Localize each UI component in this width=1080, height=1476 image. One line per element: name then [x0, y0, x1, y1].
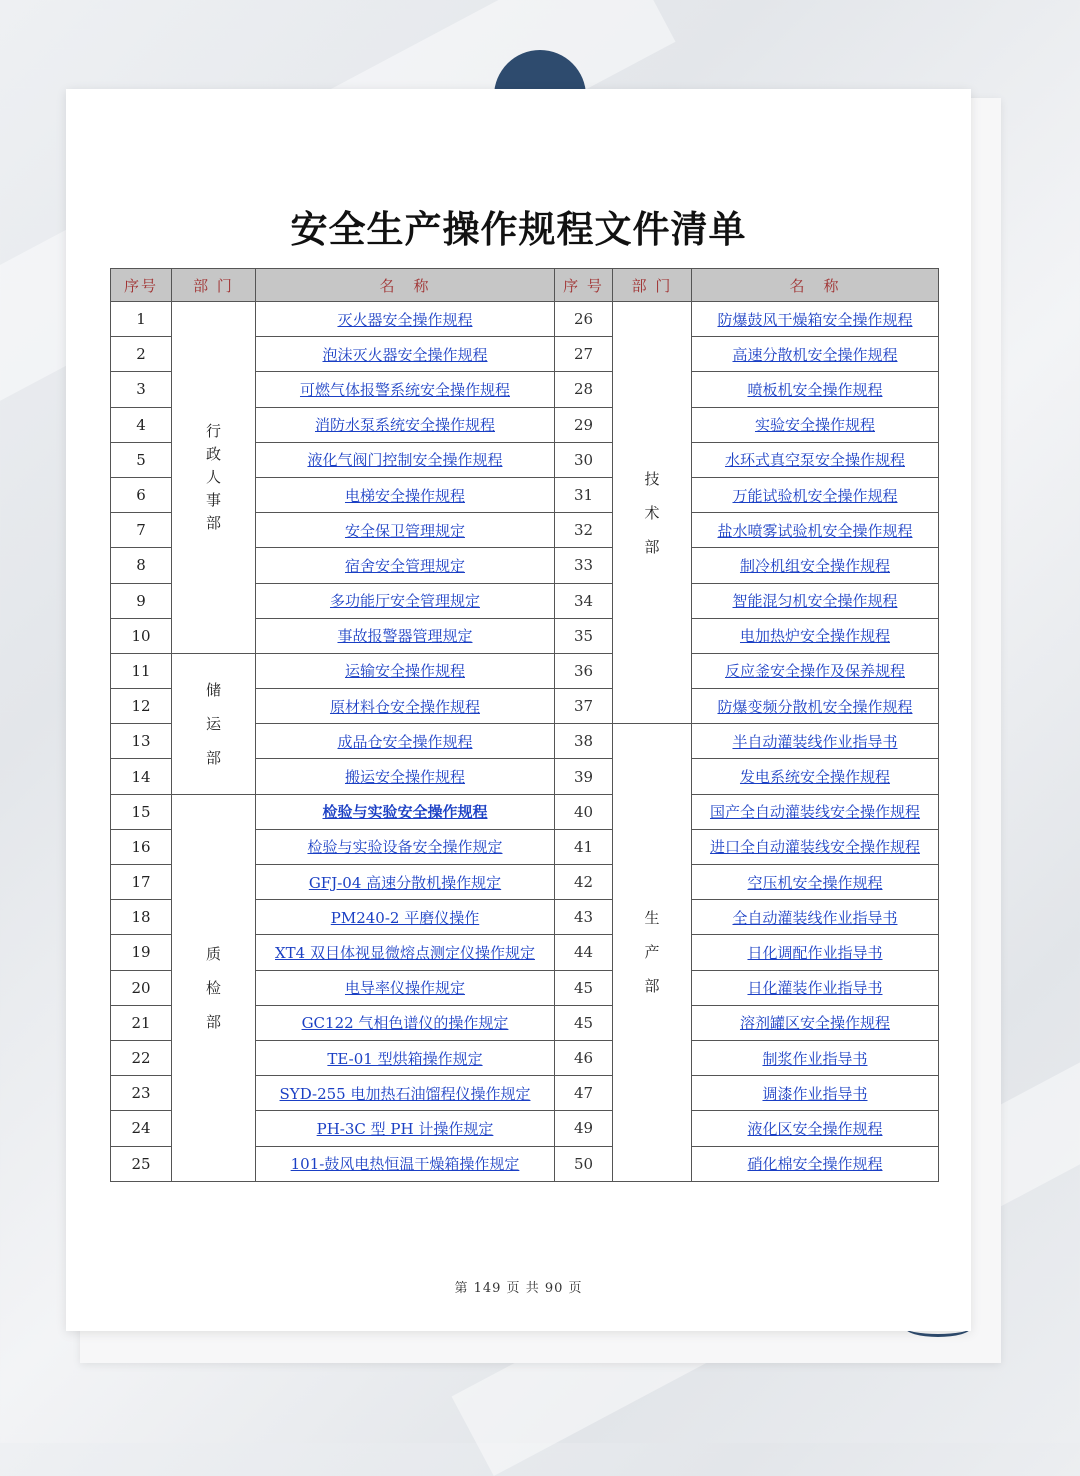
doc-name-cell	[256, 865, 555, 900]
doc-name-cell-right	[692, 583, 939, 618]
doc-link[interactable]: GC122 气相色谱仪的操作规定	[301, 1014, 509, 1033]
header-no: 序号	[111, 269, 172, 302]
doc-name-cell	[256, 794, 555, 829]
row-number: 8	[111, 548, 172, 583]
row-number-right: 33	[555, 548, 613, 583]
doc-link[interactable]: 宿舍安全管理规定	[344, 556, 465, 575]
row-number: 2	[111, 337, 172, 372]
doc-link[interactable]: PM240-2 平磨仪操作	[330, 908, 480, 927]
doc-link[interactable]: 制冷机组安全操作规程	[739, 556, 890, 575]
procedure-list-table	[110, 268, 939, 1182]
row-number-right: 28	[555, 372, 613, 407]
doc-link[interactable]: 多功能厅安全管理规定	[329, 592, 480, 611]
doc-link[interactable]: 防爆鼓风干燥箱安全操作规程	[717, 310, 913, 329]
doc-link[interactable]: PH-3C 型 PH 计操作规定	[316, 1119, 494, 1138]
doc-link[interactable]: 国产全自动灌装线安全操作规程	[709, 803, 920, 822]
dept-char: 部	[644, 977, 660, 996]
left-dept-cell	[172, 302, 256, 654]
doc-link[interactable]: 溶剂罐区安全操作规程	[739, 1014, 890, 1033]
dept-char: 部	[205, 1012, 221, 1031]
doc-name-cell	[256, 1005, 555, 1040]
dept-char: 术	[644, 503, 660, 522]
doc-name-cell-right	[692, 935, 939, 970]
table-body	[111, 302, 939, 1182]
doc-name-cell-right	[692, 548, 939, 583]
dept-char: 政	[205, 444, 221, 463]
left-dept-cell	[172, 794, 256, 1181]
row-number-right: 39	[555, 759, 613, 794]
table-row	[111, 302, 939, 337]
doc-name-cell	[256, 1040, 555, 1075]
doc-name-cell	[256, 689, 555, 724]
doc-link[interactable]: 日化灌装作业指导书	[747, 979, 883, 998]
doc-name-cell	[256, 548, 555, 583]
doc-name-cell-right	[692, 1040, 939, 1075]
doc-link[interactable]: 泡沫灭火器安全操作规程	[322, 345, 488, 364]
header-dept: 部 门	[172, 269, 256, 302]
row-number-right: 50	[555, 1146, 613, 1181]
doc-link[interactable]: 液化区安全操作规程	[747, 1119, 883, 1138]
doc-link[interactable]: TE-01 型烘箱操作规定	[327, 1049, 483, 1068]
left-dept-label	[206, 937, 221, 1039]
dept-char: 事	[205, 490, 221, 509]
doc-link[interactable]: 检验与实验安全操作规程	[322, 803, 488, 822]
doc-link[interactable]: 电加热炉安全操作规程	[739, 627, 890, 646]
row-number: 21	[111, 1005, 172, 1040]
doc-link[interactable]: 防爆变频分散机安全操作规程	[717, 697, 913, 716]
right-dept-label	[644, 901, 659, 1003]
doc-link[interactable]: 调漆作业指导书	[762, 1084, 868, 1103]
dept-char: 人	[205, 467, 221, 486]
doc-link[interactable]: 盐水喷雾试验机安全操作规程	[717, 521, 913, 540]
row-number-right: 44	[555, 935, 613, 970]
row-number-right: 45	[555, 1005, 613, 1040]
left-dept-label	[206, 673, 221, 775]
dept-char: 行	[205, 421, 221, 440]
row-number-right: 34	[555, 583, 613, 618]
table-row	[111, 794, 939, 829]
doc-name-cell	[256, 829, 555, 864]
header-name: 名 称	[256, 269, 555, 302]
row-number: 22	[111, 1040, 172, 1075]
document-page	[66, 89, 971, 1331]
doc-name-cell-right	[692, 407, 939, 442]
doc-link[interactable]: 反应釜安全操作及保养规程	[724, 662, 905, 681]
doc-link[interactable]: 101-鼓风电热恒温干燥箱操作规定	[290, 1155, 520, 1174]
doc-link[interactable]: 高速分散机安全操作规程	[732, 345, 898, 364]
doc-name-cell	[256, 618, 555, 653]
doc-link[interactable]: 硝化棉安全操作规程	[747, 1155, 883, 1174]
row-number: 16	[111, 829, 172, 864]
row-number: 1	[111, 302, 172, 337]
dept-char: 部	[644, 537, 660, 556]
left-dept-label	[206, 420, 221, 535]
row-number: 3	[111, 372, 172, 407]
doc-name-cell	[256, 513, 555, 548]
doc-link[interactable]: 检验与实验设备安全操作规定	[307, 838, 503, 857]
row-number-right: 45	[555, 970, 613, 1005]
row-number: 19	[111, 935, 172, 970]
doc-name-cell	[256, 407, 555, 442]
row-number: 5	[111, 442, 172, 477]
doc-link[interactable]: 灭火器安全操作规程	[337, 310, 473, 329]
row-number-right: 35	[555, 618, 613, 653]
dept-char: 产	[644, 943, 660, 962]
doc-name-cell-right	[692, 337, 939, 372]
doc-name-cell-right	[692, 372, 939, 407]
doc-name-cell-right	[692, 900, 939, 935]
dept-char: 生	[644, 909, 660, 928]
row-number: 18	[111, 900, 172, 935]
doc-link[interactable]: 水环式真空泵安全操作规程	[724, 451, 905, 470]
doc-name-cell	[256, 442, 555, 477]
dept-char: 运	[205, 714, 221, 733]
row-number: 14	[111, 759, 172, 794]
doc-link[interactable]: 运输安全操作规程	[344, 662, 465, 681]
doc-link[interactable]: 智能混匀机安全操作规程	[732, 592, 898, 611]
dept-char: 检	[205, 978, 221, 997]
row-number: 11	[111, 653, 172, 688]
doc-name-cell-right	[692, 865, 939, 900]
doc-name-cell-right	[692, 794, 939, 829]
doc-name-cell	[256, 477, 555, 512]
doc-name-cell-right	[692, 1146, 939, 1181]
table-row	[111, 653, 939, 688]
doc-link[interactable]: 事故报警器管理规定	[337, 627, 473, 646]
table-header-row	[111, 269, 939, 302]
row-number: 20	[111, 970, 172, 1005]
row-number-right: 47	[555, 1076, 613, 1111]
row-number-right: 27	[555, 337, 613, 372]
doc-name-cell-right	[692, 970, 939, 1005]
row-number: 13	[111, 724, 172, 759]
doc-link[interactable]: 喷板机安全操作规程	[747, 380, 883, 399]
doc-name-cell	[256, 724, 555, 759]
header-no-right: 序 号	[555, 269, 613, 302]
dept-char: 技	[644, 469, 660, 488]
doc-name-cell-right	[692, 689, 939, 724]
left-dept-cell	[172, 653, 256, 794]
row-number-right: 42	[555, 865, 613, 900]
header-name-right: 名 称	[692, 269, 939, 302]
row-number-right: 31	[555, 477, 613, 512]
doc-link[interactable]: 可燃气体报警系统安全操作规程	[299, 380, 510, 399]
doc-link[interactable]: XT4 双目体视显微熔点测定仪操作规定	[275, 943, 535, 962]
dept-char: 储	[205, 680, 221, 699]
doc-link[interactable]: 液化气阀门控制安全操作规程	[307, 451, 503, 470]
page-footer: 第 149 页 共 90 页	[454, 1281, 583, 1296]
doc-name-cell	[256, 653, 555, 688]
doc-name-cell	[256, 1111, 555, 1146]
row-number: 10	[111, 618, 172, 653]
dept-char: 质	[205, 944, 221, 963]
document-title: 安全生产操作规程文件清单	[290, 208, 747, 251]
row-number-right: 43	[555, 900, 613, 935]
doc-link[interactable]: 实验安全操作规程	[754, 416, 875, 435]
doc-name-cell-right	[692, 759, 939, 794]
row-number-right: 32	[555, 513, 613, 548]
row-number: 7	[111, 513, 172, 548]
row-number-right: 37	[555, 689, 613, 724]
row-number-right: 41	[555, 829, 613, 864]
row-number: 9	[111, 583, 172, 618]
doc-link[interactable]: 全自动灌装线作业指导书	[732, 908, 898, 927]
doc-name-cell-right	[692, 302, 939, 337]
doc-name-cell	[256, 302, 555, 337]
doc-link[interactable]: GFJ-04 高速分散机操作规定	[308, 873, 502, 892]
doc-name-cell	[256, 970, 555, 1005]
row-number-right: 36	[555, 653, 613, 688]
doc-name-cell	[256, 583, 555, 618]
doc-name-cell	[256, 1076, 555, 1111]
row-number: 6	[111, 477, 172, 512]
doc-link[interactable]: 原材料仓安全操作规程	[329, 697, 480, 716]
doc-link[interactable]: 安全保卫管理规定	[344, 521, 465, 540]
doc-name-cell	[256, 900, 555, 935]
row-number-right: 30	[555, 442, 613, 477]
doc-link[interactable]: 空压机安全操作规程	[747, 873, 883, 892]
row-number-right: 46	[555, 1040, 613, 1075]
header-dept-right: 部 门	[613, 269, 692, 302]
doc-name-cell-right	[692, 653, 939, 688]
row-number: 17	[111, 865, 172, 900]
doc-name-cell-right	[692, 1005, 939, 1040]
row-number: 25	[111, 1146, 172, 1181]
doc-name-cell	[256, 1146, 555, 1181]
doc-link[interactable]: 消防水泵系统安全操作规程	[314, 416, 495, 435]
doc-name-cell	[256, 759, 555, 794]
doc-link[interactable]: 发电系统安全操作规程	[739, 768, 890, 787]
doc-link[interactable]: 半自动灌装线作业指导书	[732, 732, 898, 751]
doc-name-cell-right	[692, 1111, 939, 1146]
row-number-right: 29	[555, 407, 613, 442]
doc-name-cell	[256, 372, 555, 407]
right-dept-cell	[613, 302, 692, 724]
doc-name-cell	[256, 337, 555, 372]
doc-name-cell-right	[692, 618, 939, 653]
doc-name-cell-right	[692, 724, 939, 759]
doc-link[interactable]: 电梯安全操作规程	[344, 486, 465, 505]
doc-link[interactable]: 制浆作业指导书	[762, 1049, 868, 1068]
dept-char: 部	[205, 513, 221, 532]
doc-name-cell-right	[692, 477, 939, 512]
doc-name-cell-right	[692, 829, 939, 864]
doc-name-cell-right	[692, 442, 939, 477]
doc-link[interactable]: 万能试验机安全操作规程	[732, 486, 898, 505]
doc-name-cell-right	[692, 513, 939, 548]
row-number-right: 38	[555, 724, 613, 759]
right-dept-label	[644, 462, 659, 564]
row-number: 24	[111, 1111, 172, 1146]
doc-link[interactable]: 搬运安全操作规程	[344, 768, 465, 787]
row-number-right: 26	[555, 302, 613, 337]
doc-name-cell	[256, 935, 555, 970]
row-number: 12	[111, 689, 172, 724]
right-dept-cell	[613, 724, 692, 1181]
row-number: 15	[111, 794, 172, 829]
doc-link[interactable]: 日化调配作业指导书	[747, 943, 883, 962]
row-number: 23	[111, 1076, 172, 1111]
row-number-right: 49	[555, 1111, 613, 1146]
doc-link[interactable]: SYD-255 电加热石油馏程仪操作规定	[279, 1084, 531, 1103]
dept-char: 部	[205, 748, 221, 767]
row-number: 4	[111, 407, 172, 442]
doc-link[interactable]: 成品仓安全操作规程	[337, 732, 473, 751]
row-number-right: 40	[555, 794, 613, 829]
doc-link[interactable]: 电导率仪操作规定	[344, 979, 465, 998]
doc-link[interactable]: 进口全自动灌装线安全操作规程	[709, 838, 920, 857]
doc-name-cell-right	[692, 1076, 939, 1111]
